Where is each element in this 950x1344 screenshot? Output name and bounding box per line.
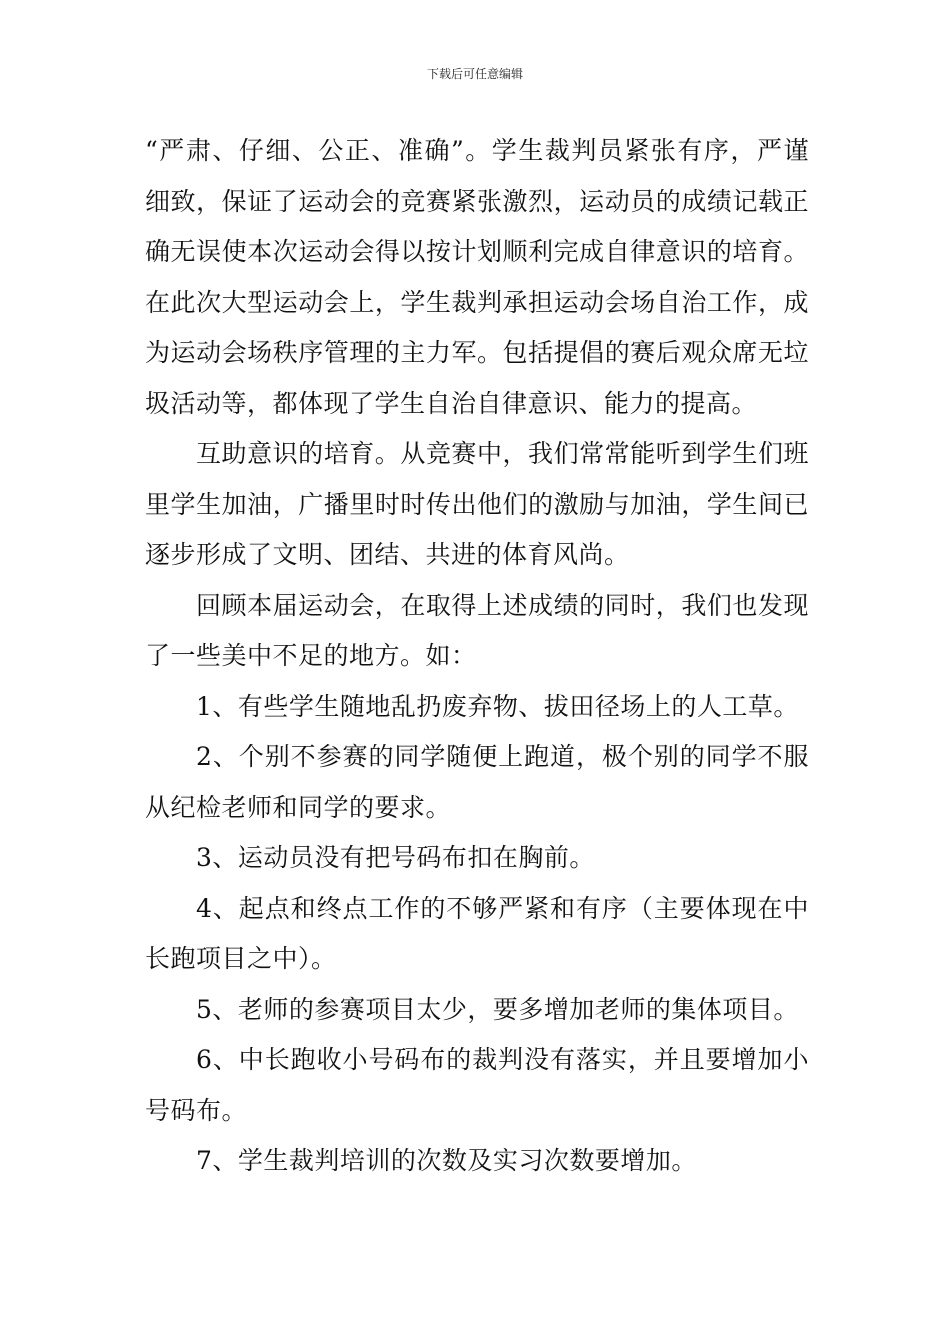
paragraph-referee-and-self-discipline: “严肃、仔细、公正、准确”。学生裁判员紧张有序，严谨细致，保证了运动会的竞赛紧张激烈，运动员的成绩记载正确无误使本次运动会得以按计划顺利完成自律意识的培育。在此次大型运动会上，学生裁判承担运动会场自治工作，成为运动会场秩序管理的主力军。包括提倡的赛后观众席无垃圾活动等，都体现了学生自治自律意识、能力的提高。 <box>145 136 809 418</box>
list-item-7: 7、学生裁判培训的次数及实习次数要增加。 <box>196 1146 697 1175</box>
paragraph-review: 回顾本届运动会，在取得上述成绩的同时，我们也发现了一些美中不足的地方。如： <box>145 590 809 670</box>
list-item-4: 4、起点和终点工作的不够严紧和有序（主要体现在中长跑项目之中）。 <box>145 893 809 973</box>
list-item-3: 3、运动员没有把号码布扣在胸前。 <box>196 843 595 872</box>
page-header-note: 下载后可任意编辑 <box>426 67 523 81</box>
paragraph-mutual-help: 互助意识的培育。从竞赛中，我们常常能听到学生们班里学生加油，广播里时时传出他们的激励与加油，学生间已逐步形成了文明、团结、共进的体育风尚。 <box>145 439 809 569</box>
document-body <box>145 126 809 1187</box>
list-item-6: 6、中长跑收小号码布的裁判没有落实，并且要增加小号码布。 <box>145 1045 809 1125</box>
list-item-1: 1、有些学生随地乱扔废弃物、拔田径场上的人工草。 <box>196 691 799 721</box>
list-item-2: 2、个别不参赛的同学随便上跑道，极个别的同学不服从纪检老师和同学的要求。 <box>145 742 809 822</box>
list-item-5: 5、老师的参赛项目太少，要多增加老师的集体项目。 <box>196 994 799 1024</box>
